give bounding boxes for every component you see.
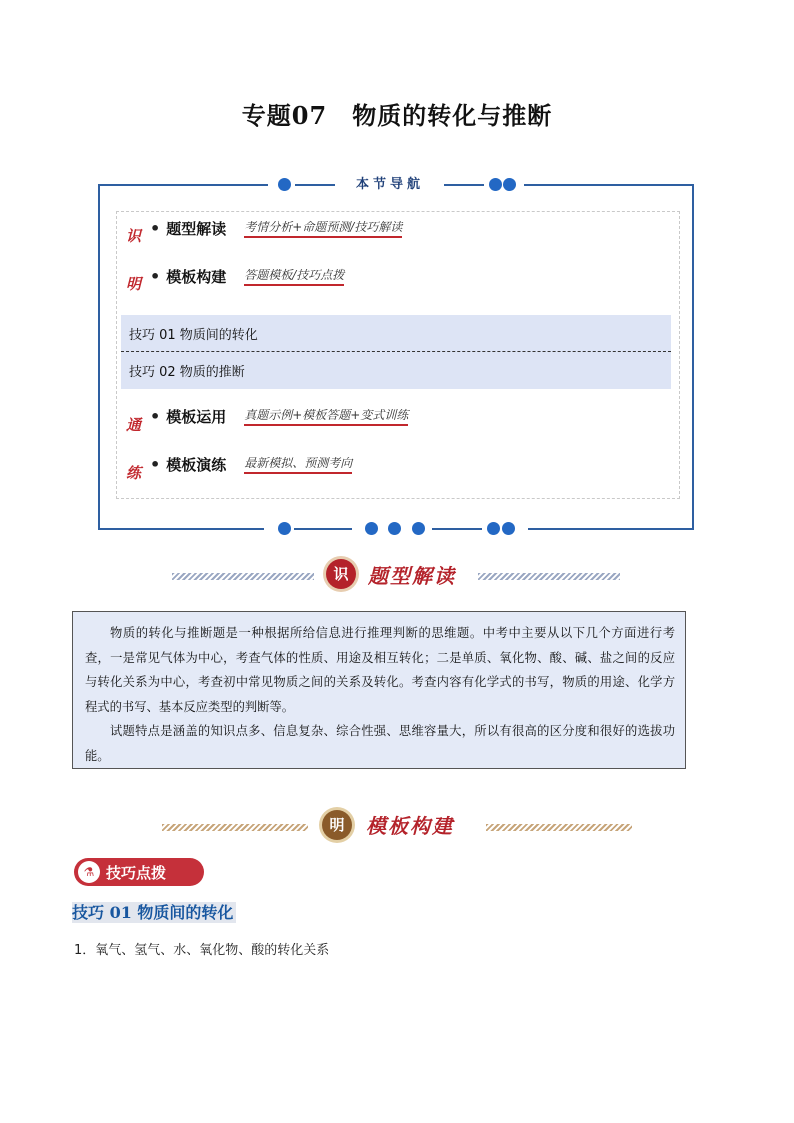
nav-item-desc: 考情分析+命题预测/技巧解读 <box>244 218 402 238</box>
ornament-dot <box>502 522 515 535</box>
ornament-dot <box>503 178 516 191</box>
side-char-lian: 练 <box>126 464 142 482</box>
side-char-tong: 通 <box>126 416 142 434</box>
intro-box <box>72 611 686 769</box>
ornament-dot <box>487 522 500 535</box>
side-char-ming: 明 <box>126 275 142 293</box>
nav-item-label: 模板运用 <box>166 407 227 426</box>
nav-item-desc: 最新模拟、预测考向 <box>244 454 352 474</box>
tips-tag <box>74 858 204 886</box>
nav-item-desc: 真题示例+模板答题+变式训练 <box>244 406 408 426</box>
ornament-dot <box>489 178 502 191</box>
ornament-dot <box>278 178 291 191</box>
side-char-shi: 识 <box>126 227 142 245</box>
nav-skill-02[interactable]: 技巧 02 物质的推断 <box>121 352 671 389</box>
nav-item-label: 模板演练 <box>166 455 227 474</box>
nav-item-template-build[interactable]: • 模板构建 答题模板/技巧点拨 <box>150 266 345 286</box>
section-badge-shi: 识 <box>326 559 356 589</box>
banner-stripe-left <box>172 573 314 580</box>
section-badge-ming: 明 <box>322 810 352 840</box>
section-title-template: 模板构建 <box>366 814 454 838</box>
ornament-dot <box>412 522 425 535</box>
nav-header: 本节导航 <box>338 176 442 194</box>
flask-icon: ⚗ <box>78 861 100 883</box>
intro-paragraph: 试题特点是涵盖的知识点多、信息复杂、综合性强、思维容量大，所以有很高的区分度和很好的选拔功能。 <box>85 724 675 763</box>
document-title: 专题07 物质的转化与推断 <box>241 101 553 130</box>
tips-tag-label: 技巧点拨 <box>106 863 167 882</box>
nav-skill-01[interactable]: 技巧 01 物质间的转化 <box>121 315 671 352</box>
skill-heading-text: 技巧 01 物质间的转化 <box>72 902 236 923</box>
skill-heading <box>72 900 236 923</box>
nav-item-template-practice[interactable]: • 模板演练 最新模拟、预测考向 <box>150 454 353 474</box>
ornament-dot <box>388 522 401 535</box>
banner-stripe-right <box>486 824 632 831</box>
list-item: 1．氧气、氢气、水、氧化物、酸的转化关系 <box>74 943 330 958</box>
banner-stripe-left <box>162 824 308 831</box>
banner-stripe-right <box>478 573 620 580</box>
nav-item-desc: 答题模板/技巧点拨 <box>244 266 344 286</box>
ornament-dot <box>365 522 378 535</box>
intro-paragraph: 物质的转化与推断题是一种根据所给信息进行推理判断的思维题。中考中主要从以下几个方面进行考查，一是常见气体为中心，考查气体的性质、用途及相互转化；二是单质、氧化物、酸、碱、盐之间的反应与转化关系为中心，考查初中常见物质之间的关系及转化。考查内容有化学式的书写，物质的用途、化学方程式的书写、基本反应类型的判断等。 <box>85 626 675 714</box>
nav-item-label: 题型解读 <box>166 219 227 238</box>
nav-item-label: 模板构建 <box>166 267 227 286</box>
section-title-reading: 题型解读 <box>368 564 456 588</box>
ornament-dot <box>278 522 291 535</box>
nav-item-template-use[interactable]: • 模板运用 真题示例+模板答题+变式训练 <box>150 406 409 426</box>
nav-item-title-reading[interactable]: • 题型解读 考情分析+命题预测/技巧解读 <box>150 218 403 238</box>
